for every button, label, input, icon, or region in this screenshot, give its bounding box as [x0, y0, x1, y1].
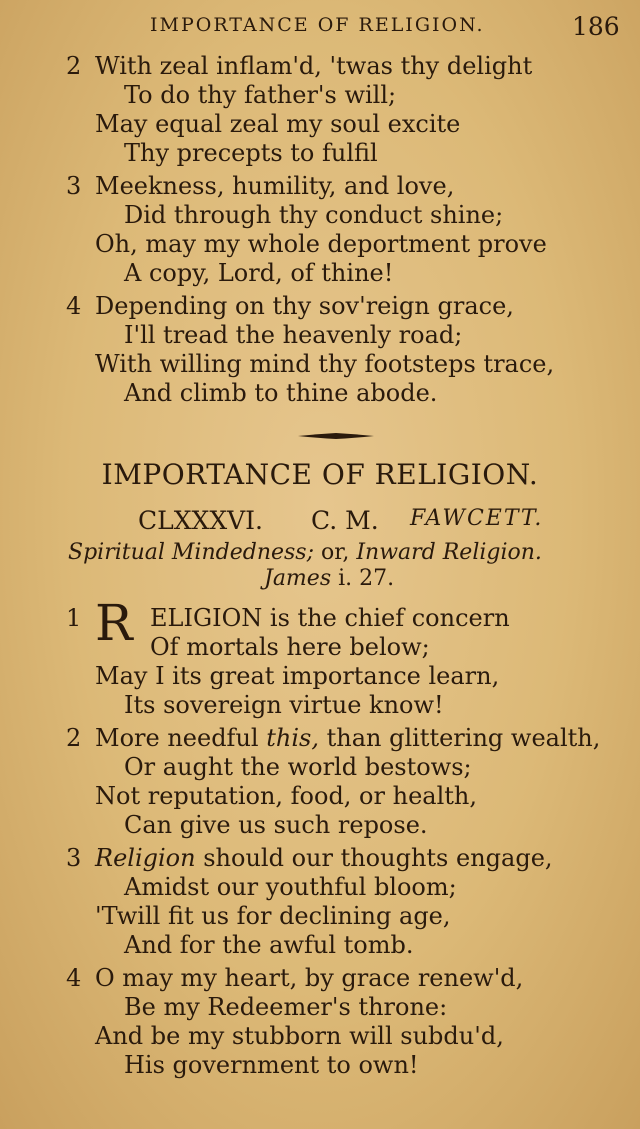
- verse-line: And be my stubborn will subdu'd,: [95, 1022, 504, 1050]
- verse-line: To do thy father's will;: [124, 81, 397, 109]
- line-emphasis: Religion: [95, 844, 196, 872]
- verse-line: Meekness, humility, and love,: [95, 172, 455, 200]
- verse-number: 3: [66, 172, 82, 200]
- verse-line: Its sovereign virtue know!: [124, 691, 444, 719]
- verse-line: With zeal inflam'd, 'twas thy delight: [95, 52, 533, 80]
- hymn-meter: C. M.: [311, 506, 379, 535]
- verse-number: 2: [66, 724, 82, 752]
- scripture-reference: [264, 566, 394, 591]
- verse-line: Not reputation, food, or health,: [95, 782, 477, 810]
- verse-line: Or aught the world bestows;: [124, 753, 472, 781]
- verse-line: With willing mind thy footsteps trace,: [95, 350, 555, 378]
- line-text: than glittering wealth,: [326, 724, 601, 752]
- verse-line: And climb to thine abode.: [124, 379, 438, 407]
- verse-line: Of mortals here below;: [150, 633, 430, 661]
- hymn-author: FAWCETT.: [410, 506, 544, 531]
- verse-number: 4: [66, 964, 82, 992]
- hymn-subject: [68, 540, 542, 565]
- scripture-chapter-verse: i. 27.: [338, 566, 395, 591]
- line-text: More needful: [95, 724, 259, 752]
- verse-line: Thy precepts to fulfil: [124, 139, 378, 167]
- line-text: should our thoughts engage,: [203, 844, 553, 872]
- page-number: 186: [572, 12, 620, 41]
- verse-line: I'll tread the heavenly road;: [124, 321, 463, 349]
- verse-number: 1: [66, 604, 82, 632]
- verse-line: [95, 844, 553, 872]
- line-emphasis: this,: [266, 724, 319, 752]
- drop-cap: R: [95, 594, 133, 652]
- verse-line: ELIGION is the chief concern: [150, 604, 510, 632]
- subject-primary: Spiritual Mindedness;: [68, 540, 314, 565]
- verse-number: 3: [66, 844, 82, 872]
- hymn-number: CLXXXVI.: [138, 506, 263, 535]
- verse-line: May equal zeal my soul excite: [95, 110, 461, 138]
- verse-line: Did through thy conduct shine;: [124, 201, 504, 229]
- verse-line: A copy, Lord, of thine!: [124, 259, 394, 287]
- verse-line: And for the awful tomb.: [124, 931, 414, 959]
- subject-or: or,: [321, 540, 350, 565]
- verse-number: 2: [66, 52, 82, 80]
- verse-number: 4: [66, 292, 82, 320]
- verse-line: 'Twill fit us for declining age,: [95, 902, 451, 930]
- verse-line: Depending on thy sov'reign grace,: [95, 292, 514, 320]
- verse-line: Can give us such repose.: [124, 811, 428, 839]
- scripture-book: James: [264, 566, 332, 591]
- ornamental-divider: [298, 432, 374, 440]
- verse-line: Oh, may my whole deportment prove: [95, 230, 547, 258]
- section-title: IMPORTANCE OF RELIGION.: [101, 458, 539, 491]
- subject-secondary: Inward Religion.: [356, 540, 542, 565]
- verse-line: May I its great importance learn,: [95, 662, 500, 690]
- verse-line: O may my heart, by grace renew'd,: [95, 964, 524, 992]
- verse-line: Amidst our youthful bloom;: [124, 873, 457, 901]
- verse-line: His government to own!: [124, 1051, 419, 1079]
- verse-line: Be my Redeemer's throne:: [124, 993, 448, 1021]
- running-head: IMPORTANCE OF RELIGION.: [150, 14, 485, 36]
- verse-line: [95, 724, 600, 752]
